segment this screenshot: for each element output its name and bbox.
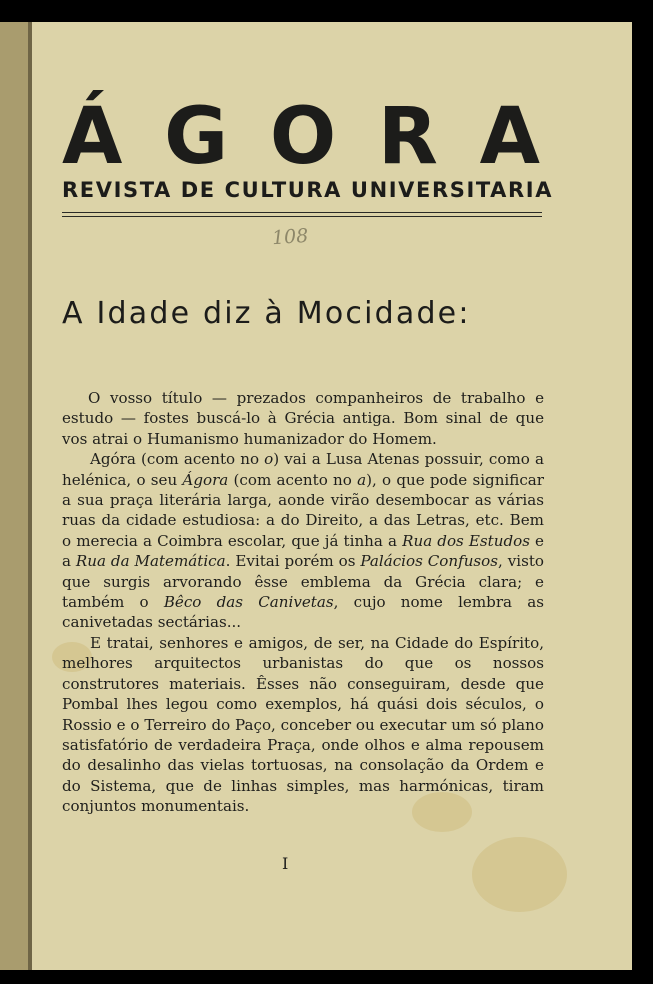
paragraph-text: , visto que surgis arvorando êsse emblema da Grécia clara; e também o xyxy=(62,552,544,612)
body-paragraph xyxy=(62,388,544,449)
paragraph-text: O vosso título — prezados companheiros de trabalho e estudo — fostes buscá-lo à Grécia antiga. Bom sinal de que vos atrai o Humanismo humanizador do Homem. xyxy=(62,389,544,448)
body-paragraph xyxy=(62,633,544,817)
italic-text: Rua dos Estudos xyxy=(402,531,530,550)
paper-stain xyxy=(472,837,567,912)
paragraph-text: ), o que pode significar a sua praça literária larga, aonde virão desembocar as várias ruas da cidade estudiosa: a do Direito, a das Letras, etc. Bem o merecia a Coimbra escolar, que já tinha a xyxy=(62,470,544,550)
paragraph-text: E tratai, senhores e amigos, de ser, na Cidade do Espírito, melhores arquitectos urbanistas do que os nossos construtores materiais. Êsses não conseguiram, desde que Pombal lhes legou como exemplos, há quási dois séculos, o Rossio e o Terreiro do Paço, conceber ou executar um só plano satisfatório de verdadeira Praça, onde olhos e alma repousem do desalinho das vielas tortuosas, na consolação da Ordem e do Sistema, que de linhas simples, mas harmónicas, tiram conjuntos monumentais. xyxy=(62,633,544,816)
masthead-rule-bottom xyxy=(62,216,542,217)
article-body xyxy=(62,388,544,817)
page xyxy=(32,22,632,970)
italic-text: Palácios Confusos xyxy=(360,552,499,571)
paragraph-text: Agóra (com acento no xyxy=(90,450,265,469)
italic-text: Rua da Matemática xyxy=(75,552,226,571)
body-paragraph xyxy=(62,449,544,633)
pencil-annotation: 108 xyxy=(271,224,309,250)
masthead-title-text: ÁGORA xyxy=(62,92,540,172)
masthead-title xyxy=(62,77,544,172)
paragraph-text: e a xyxy=(62,531,544,571)
masthead-subtitle: REVISTA DE CULTURA UNIVERSITARIA xyxy=(62,178,554,202)
italic-text: o xyxy=(264,450,274,469)
paragraph-text: (com acento no xyxy=(228,470,358,489)
masthead-rule-top xyxy=(62,212,542,213)
article-heading: A Idade diz à Mocidade: xyxy=(62,296,471,331)
masthead xyxy=(62,77,544,172)
paragraph-text: , cujo nome lembra as canivetadas sectárias... xyxy=(62,593,545,632)
page-number: I xyxy=(282,854,289,873)
italic-text: Bêco das Canivetas xyxy=(163,593,334,612)
italic-text: a xyxy=(357,470,367,489)
paragraph-text: . Evitai porém os xyxy=(225,552,361,571)
book-spine xyxy=(0,22,30,970)
paragraph-text: ) vai a Lusa Atenas possuir, como a helénica, o seu xyxy=(62,450,544,489)
italic-text: Ágora xyxy=(182,470,229,489)
